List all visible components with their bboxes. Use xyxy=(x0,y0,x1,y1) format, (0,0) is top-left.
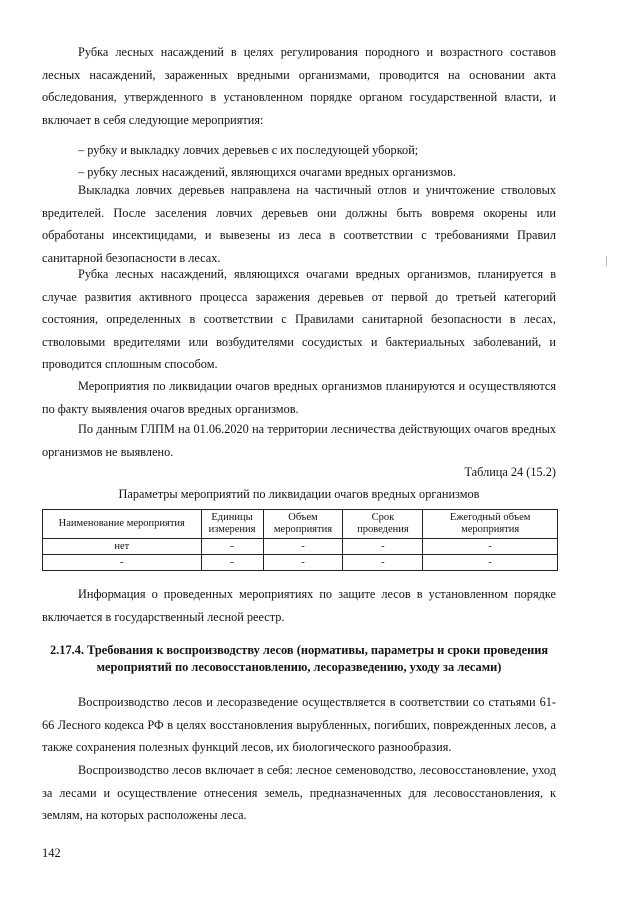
paragraph-logging-regulation: Рубка лесных насаждений в целях регулирования породного и возрастного составов лесных насаждений, зараженных вредными организмами, проводится на основании акта обследования, утвержденного в установленном порядке органом государственной власти, и включает в себя следующие мероприятия: xyxy=(42,45,556,127)
bullet-pest-foci-logging: – рубку лесных насаждений, являющихся очагами вредных организмов. xyxy=(78,165,456,179)
paragraph-reforestation: Воспроизводство лесов и лесоразведение осуществляется в соответствии со статьями 61-66 Лесного кодекса РФ в целях восстановления вырубленных, погибших, поврежденных лесов, а также сохранения полезных функций лесов, их биологического разнообразия. xyxy=(42,695,556,755)
measures-table xyxy=(42,509,558,571)
header-units: Единицы измерения xyxy=(201,510,263,539)
table-cell: - xyxy=(263,555,343,571)
paragraph-trap-trees: Выкладка ловчих деревьев направлена на частичный отлов и уничтожение стволовых вредителей. После заселения ловчих деревьев они должны быть вовремя окорены или обработаны инсектицидами, и вывезены из леса в соответствии с требованиями Правил санитарной безопасности в лесах. xyxy=(42,183,556,265)
table-title: Параметры мероприятий по ликвидации очагов вредных организмов xyxy=(118,487,480,501)
paragraph-foci-logging: Рубка лесных насаждений, являющихся очагами вредных организмов, планируется в случае развития активного процесса заражения деревьев от первой до третьей категорий состояния, определенных в соответствии с Правилами санитарной безопасности в лесах, стволовыми вредителями или возбудителями сосудистых и бактериальных заболеваний, и проводится сплошным способом. xyxy=(42,267,556,372)
table-number: Таблица 24 (15.2) xyxy=(464,465,556,479)
table-cell: нет xyxy=(43,539,202,555)
table-cell: - xyxy=(423,555,558,571)
header-volume: Объем мероприятия xyxy=(263,510,343,539)
paragraph-reproduction-includes: Воспроизводство лесов включает в себя: лесное семеноводство, лесовосстановление, уход за лесами и осуществление отнесения земель, предназначенных для лесовосстановления, к землям, на которых расположены леса. xyxy=(42,763,556,823)
table-cell: - xyxy=(43,555,202,571)
table-cell: - xyxy=(343,539,423,555)
paragraph-glpm-data: По данным ГЛПМ на 01.06.2020 на территории лесничества действующих очагов вредных организмов не выявлено. xyxy=(42,422,556,459)
table-cell: - xyxy=(263,539,343,555)
table-cell: - xyxy=(201,555,263,571)
table-cell: - xyxy=(343,555,423,571)
table-row xyxy=(43,539,558,555)
header-term: Срок проведения xyxy=(343,510,423,539)
table-cell: - xyxy=(423,539,558,555)
header-measure-name: Наименование мероприятия xyxy=(43,510,202,539)
table-cell: - xyxy=(201,539,263,555)
table-header-row xyxy=(43,510,558,539)
bullet-trap-trees: – рубку и выкладку ловчих деревьев с их последующей уборкой; xyxy=(78,143,419,157)
paragraph-foci-measures: Мероприятия по ликвидации очагов вредных организмов планируются и осуществляются по факту выявления очагов вредных организмов. xyxy=(42,379,556,416)
table-row xyxy=(43,555,558,571)
header-annual-volume: Ежегодный объем мероприятия xyxy=(423,510,558,539)
scan-mark xyxy=(606,256,607,266)
page-number: 142 xyxy=(42,846,61,860)
paragraph-forest-registry: Информация о проведенных мероприятиях по защите лесов в установленном порядке включается в государственный лесной реестр. xyxy=(42,587,556,624)
section-heading: 2.17.4. Требования к воспроизводству лесов (нормативы, параметры и сроки проведения мероприятий по лесовосстановлению, лесоразведению, уходу за лесами) xyxy=(49,643,549,674)
